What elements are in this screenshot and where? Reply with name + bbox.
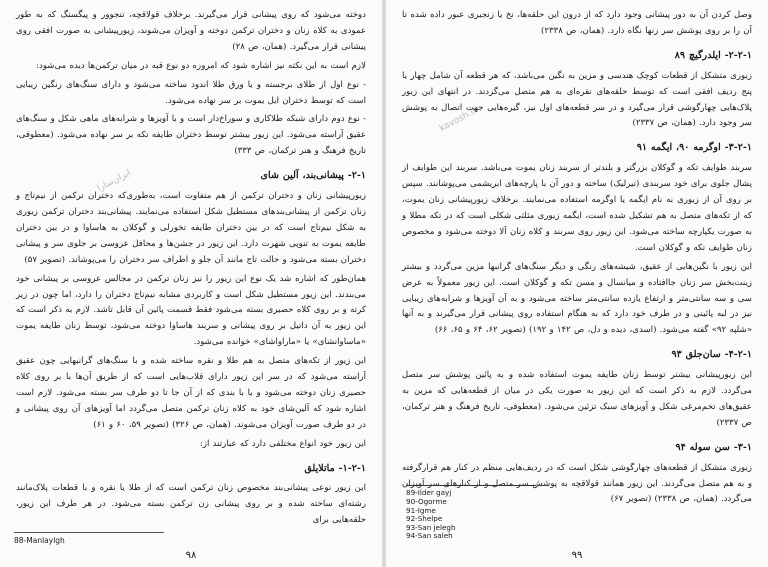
paragraph: زیوری متشکل از قطعات کوچک هندسی و مزین به نگین می‌باشد، که هر قطعه آن شامل چهار یا پنج ردیف افقی است که توسط حلقه‌های نقره‌ای به هم متصل می‌گردند. در انتهای این زیور پلاک‌هایی چهارگوشی قرار می‌گیرد و در سر قطعه‌های اول نیز، گیره‌هایی جهت اتصال به پوشش سر وجود دارد. (همان، ص ۲۳۳۷) bbox=[402, 70, 752, 129]
section-heading: ۲-۲-۱- ایلدرگیچ ۸۹ bbox=[674, 49, 752, 61]
paragraph: این زیور از تکه‌های متصل به هم طلا و نقره ساخته شده و با سنگ‌های گرانبهایی چون عقیق آراسته می‌شود که در سر این زیور دارای قلاب‌هایی است که از طریق آن‌ها با بر روی کلاه حصیری زنان دوخته می‌شود و یا با بندی که از آن جا تا دو طرف سر بسته می‌شود. لازم است اشاره شود که آلین‌شای خود به کلاه زنان ترکمن متصل می‌گردد اما آویزهای آن روی پیشانی و در دو طرف صورت آویزان می‌شوند. (همان، ص ۳۲۶) (تصویر ۵۹، ۶۰ و ۶۱) bbox=[16, 356, 366, 430]
paragraph: وصل کردن آن به دور پیشانی وجود دارد که از درون این حلقه‌ها، نخ یا زنجیری عبور داده شده تا آن را بر روی پوشش سر زنها نگاه دارد. (همان، ص ۲۳۳۸) bbox=[402, 10, 752, 36]
section-heading: ۳-۲-۱- اوگرمه ۹۰، ایگمه ۹۱ bbox=[636, 142, 752, 154]
footnote: 93-San jelegh bbox=[406, 522, 456, 532]
footnote: 94-San saleh bbox=[406, 531, 453, 541]
paragraph: سربند طوایف تکه و گوکلان بزرگتر و بلندتر از سربند زنان یموت می‌باشد. سربند این طوایف از پشال جلوی برای خود سربندی (تیرلیک) ساخته و دور آن با پارچه‌های ابریشمی می‌پوشانند. سپس بر روی آن از زیوری به نام ایگمه یا اوگرمه استفاده می‌نمایند. برخلاف زیورپیشانی زنان یموت، که از تکه‌های متصل به هم تشکیل شده است، ایگمه زیوری مثلثی شکلی است که در تکه مطلا و به صورت یکپارچه ساخته می‌شود. این زیور روی سربند و کلاه زنان آلا دوخته می‌شود و مخصوص زنان طوایف تکه و گوکلان است. bbox=[402, 163, 752, 253]
section-heading: ۳-۱- سن سوله ۹۴ bbox=[675, 441, 752, 453]
page-number: ۹۸ bbox=[185, 550, 197, 561]
footnote: 92-Shelpe bbox=[406, 514, 443, 524]
list-item: - نوع دوم دارای شبکه طلاکاری و سوراخ‌دار است و با آویزها و شرابه‌های ماهی شکل و سنگ‌های عقیق آراسته می‌شود. این زیور بیشتر توسط دختران طایفه تکه بر سر نهاده می‌شود. (معطوفی، تاریخ فرهنگ و هنر ترکمان، ص ۳۳۳) bbox=[16, 114, 366, 157]
paragraph: زیورپیشانی زنان و دختران ترکمن از هم متفاوت است، به‌طوری‌که دختران ترکمن از نیم‌تاج و زنان ترکمن از پیشانی‌بندهای مستطیل شکل استفاده می‌نمایند. پیشانی‌بند دختران ترکمن زیوری به شکل نیم‌تاج است که در بین دختران طایفه تخورلی و گوکلان به هاساوا و در بین دختران طایفه یموت به تنوپی شهرت دارد. این زیور در جشن‌ها و محافل عروسی بر جلوی سر و پیشانی دختران بسته می‌شود و حالت تاج مانند آن جلو و اطراف سر دختران را می‌پوشاند. (تصویر ۵۷) bbox=[16, 191, 366, 265]
section-heading: ۲-۱- پیشانی‌بند، آلین شای bbox=[260, 170, 366, 182]
paragraph: این زیورپیشانی بیشتر توسط زنان طایفه یموت استفاده شده و به پائین پوشش سر متصل می‌گردد. لازم به ذکر است که این زیور به صورت یکی در میان از قطعه‌هایی که مزین به عقیق‌های تخم‌مرغی شکل و آویزهای سبک تزئین می‌شود. (معطوفی، تاریخ فرهنگ و هنر ترکمان، ص ۲۳۳۷) bbox=[402, 370, 752, 428]
list-item: - نوع اول از طلای برجسته و یا ورق طلا اندود ساخته می‌شود و دارای سنگ‌های رنگین زیبایی است که توسط دختران ایل یموت بر سر نهاده می‌شود. bbox=[16, 79, 366, 106]
paragraph: لازم است به این نکته نیز اشاره شود که امروزه دو نوع قبه در میان ترکمن‌ها دیده می‌شود: bbox=[36, 60, 366, 71]
section-heading: ۴-۲-۱- سان‌جلق ۹۳ bbox=[671, 349, 752, 361]
paragraph: دوخته می‌شود که روی پیشانی قرار می‌گیرند. برخلاف قولاقچه، تنجوور و پیگسنگ که به طور عمودی به کلاه زنان و دختران ترکمن دوخته و آویزان می‌شوند، زیورپیشانی به صورت افقی روی پیشانی قرار می‌گیرد. (همان، ص ۲۸) bbox=[16, 10, 366, 52]
paragraph: این زیور با نگین‌هایی از عقیق، شیشه‌های رنگی و دیگر سنگ‌های گرانبها مزین می‌گردد و بیشتر زینت‌بخش سر زنان جاافتاده و میانسال و مسن تکه و گوکلان است. این زیور معمولاً به عرض سی و سه سانتی‌متر و ارتفاع یازده سانتی‌متر ساخته می‌شود و به آن آویزها و شرابه‌های زیبایی نیز در لبه پائینی و در طرف خود دارد که به هنگام استفاده روی پیشانی قرار می‌گیرند و به آنها «شلپه ۹۲» گفته می‌شود. (اسدی، دیده و دل، ص ۱۴۲ و ۱۹۲) (تصویر ۶۲، ۶۴ و ۶۵، ۶۶) bbox=[402, 261, 752, 336]
paragraph: این زیور نوعی پیشانی‌بند مخصوص زنان ترکمن است که از طلا یا نقره و با قطعات پلاک‌مانند رشته‌ای ساخته شده و بر روی پیشانی زن ترکمن بسته می‌شود. در هر طرف این زیور، حلقه‌هایی برای bbox=[16, 483, 366, 526]
footnote: 88-Manlaylgh bbox=[14, 532, 164, 545]
paragraph: همان‌طور که اشاره شد یک نوع این زیور را نیز زنان ترکمن در مجالس عروسی بر پیشانی خود می‌بندند. این زیور مستطیل شکل است و کاربردی مشابه نیم‌تاج دختران را دارد، اما چون در زیر کرته و بر روی کلاه حصیری بسته می‌شود فقط قسمت پائین آن قابل تاشد. لازم به ذکر است که این زیور به آن داتیل بر روی پیشانی و سربند هاساوا دوخته می‌شود، توسط زنان طایفه یموت «ماساوانشای» یا «ماراواشای» خوانده می‌شود. bbox=[16, 273, 366, 348]
watermark: kavosh.ir bbox=[438, 105, 479, 135]
footnote: 89-Ilder gayj bbox=[406, 488, 452, 498]
footnotes bbox=[406, 485, 536, 541]
paragraph: این زیور خود انواع مختلفی دارد که عبارتند از: bbox=[199, 438, 366, 449]
page-98-body bbox=[16, 8, 366, 529]
page-99 bbox=[386, 0, 768, 567]
page-98 bbox=[0, 0, 382, 567]
watermark: ایران‌سارا bbox=[95, 168, 133, 194]
footnote: 90-Ogorme bbox=[406, 497, 447, 507]
paragraph: زیوری متشکل از قطعه‌های چهارگوشی شکل است که در ردیف‌هایی منظم در کنار هم قرارگرفته و به هم متصل می‌گردند. این زیور همانند قولاقچه به پوشش سر متصل و از کنارهای سر آویزان می‌گردد. (همان، ص ۲۳۳۸) (تصویر ۶۷) bbox=[402, 462, 752, 505]
footnote: 91-Igme bbox=[406, 505, 436, 515]
section-heading: ۱-۲-۱- ماتلایلق bbox=[304, 462, 366, 474]
page-99-body bbox=[402, 8, 752, 508]
page-number: ۹۹ bbox=[571, 550, 583, 561]
